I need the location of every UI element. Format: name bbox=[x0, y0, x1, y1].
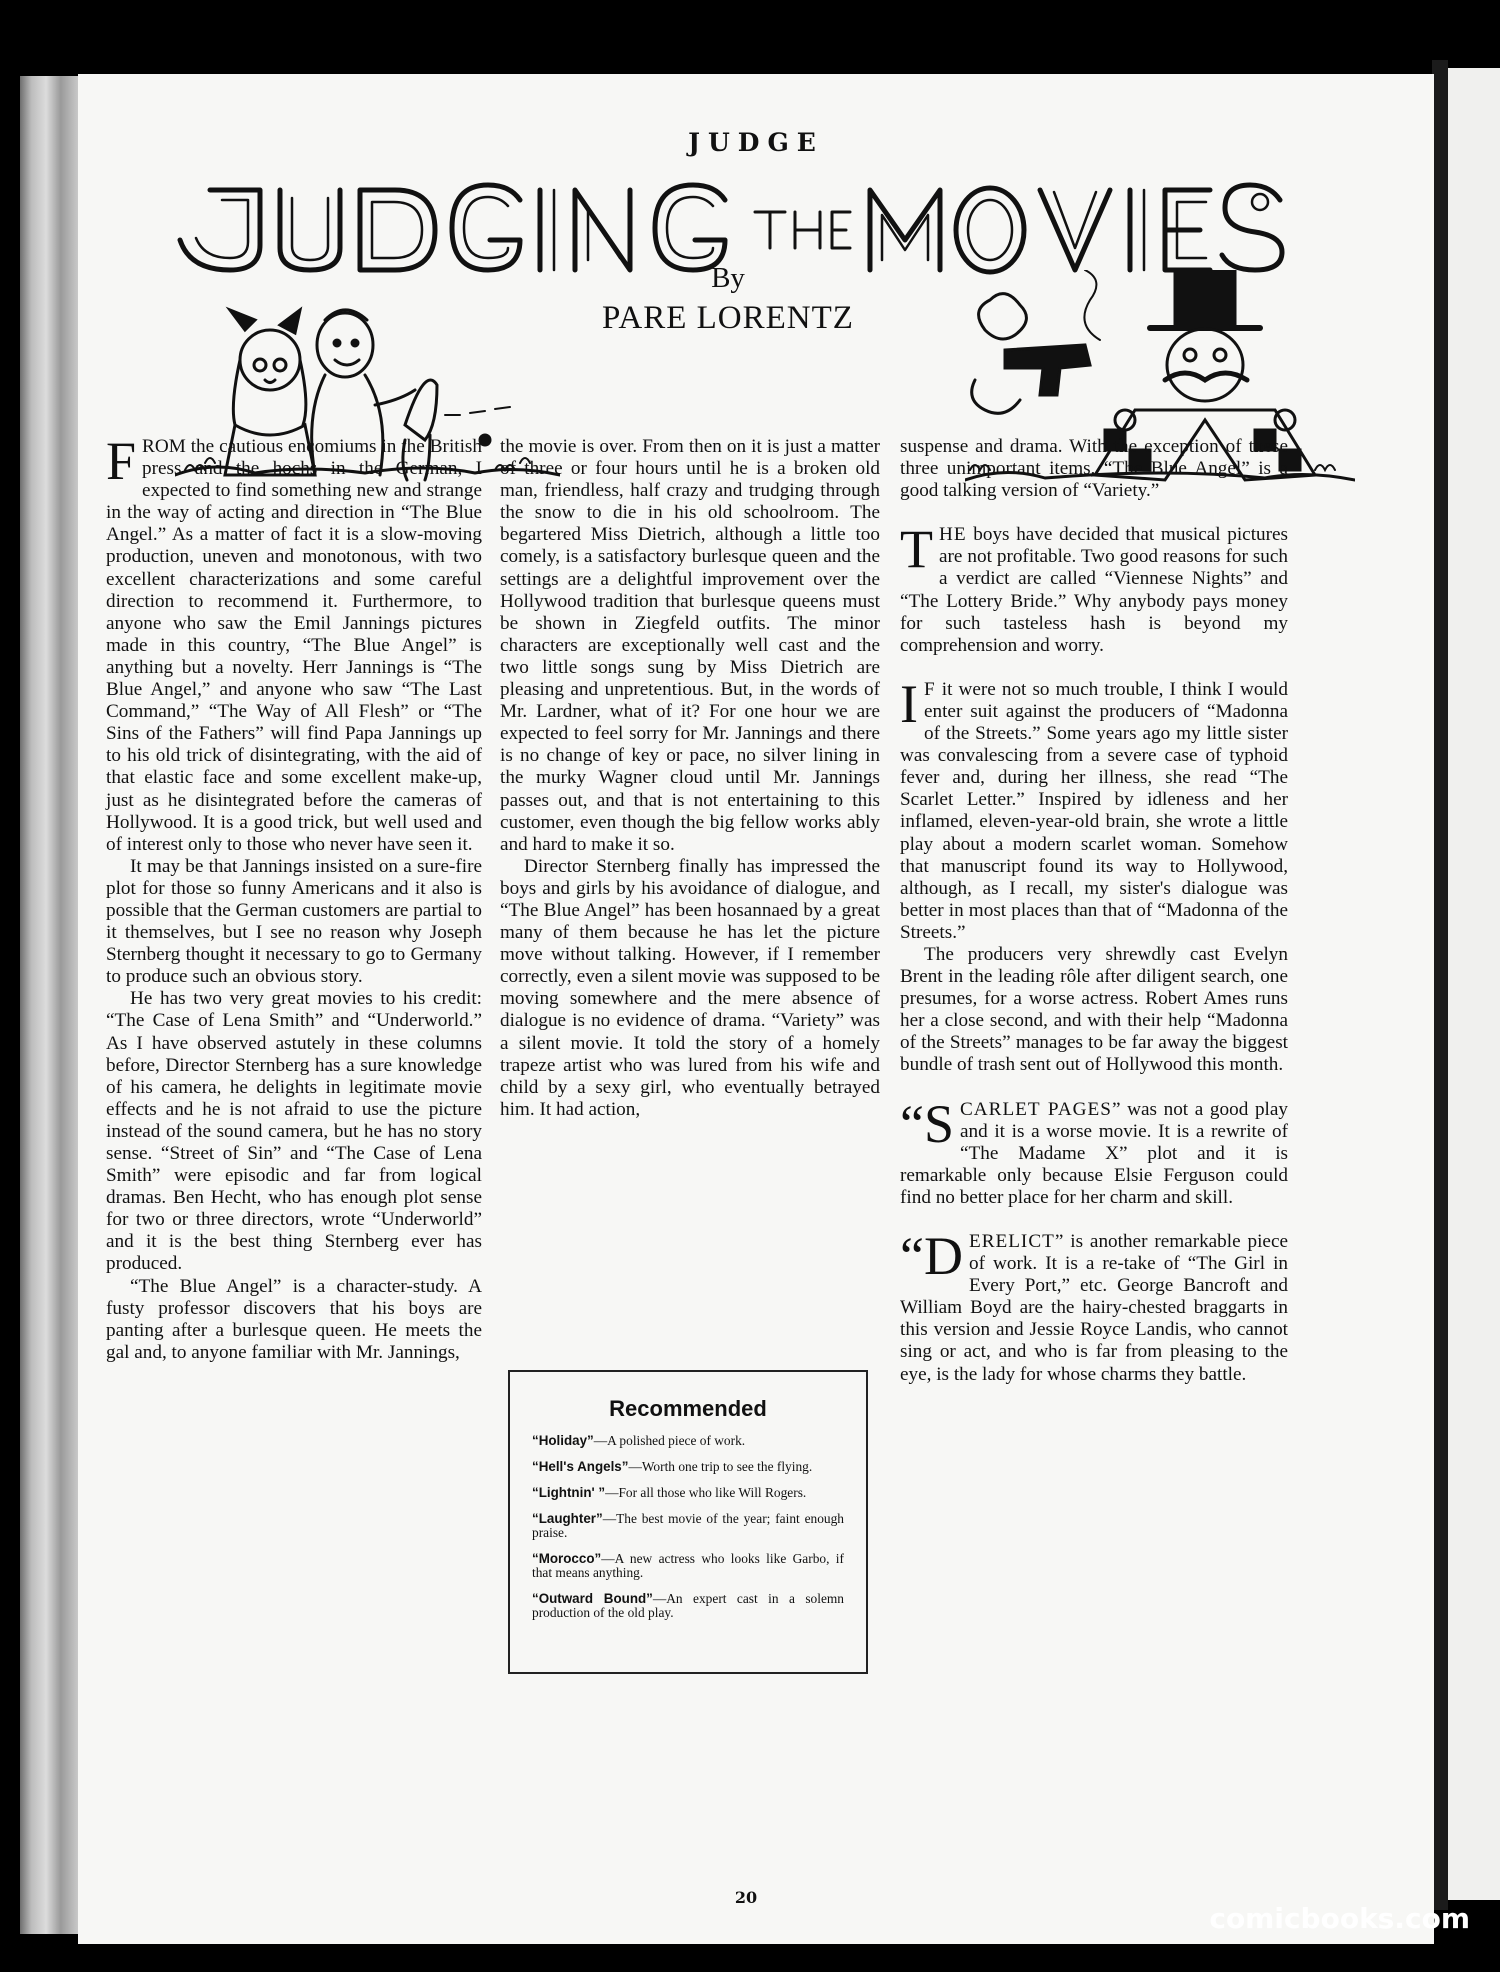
recommended-title: Recommended bbox=[609, 1396, 767, 1421]
paragraph: “The Blue Angel” is a character-study. A fusty professor discovers that his boys are panting after a burlesque queen. He meets the gal and, to anyone familiar with Mr. Jannings, bbox=[106, 1275, 482, 1363]
paragraph: He has two very great movies to his credit: “The Case of Lena Smith” and “Underworld.” As I have observed astutely in these columns before, Director Sternberg has a sure knowledge of his camera, he delights in legitimate movie effects and he is not afraid to use the picture instead of the sound camera, but he has no story sense. “Street of Sin” and “The Case of Lena Smith” were episodic and far from logical dramas. Ben Hecht, who has enough plot sense for two or three directors, wrote “Underworld” and it is the best thing Sternberg ever has produced. bbox=[106, 988, 482, 1275]
drop-cap: F bbox=[106, 431, 137, 491]
recommended-item: “Hell's Angels”—Worth one trip to see the flying. bbox=[532, 1459, 813, 1474]
recommended-item: “Laughter”—The best movie of the year; faint enough praise. bbox=[532, 1511, 844, 1540]
byline-by: By bbox=[711, 262, 745, 294]
paragraph: the movie is over. From then on it is just a matter of three or four hours until he is a broken old man, friendless, half crazy and trudging through the snow to die in his old schoolroom. The begartered Miss Dietrich, although a little too comely, is a satisfactory burlesque queen and the settings are a delightful improvement over the Hollywood tradition that burlesque queens must be shown in Ziegfeld outfits. The minor characters are exceptionally well cast and the two little songs sung by Miss Dietrich are pleasing and unpretentious. But, in the words of Mr. Lardner, what of it? For one hour we are expected to feel sorry for Mr. Jannings and there is no change of key or pace, no silver lining in the murky Wagner cloud until Mr. Jannings passes out, and that is not entertaining to this customer, even though the big fellow works ably and hard to make it so. bbox=[500, 436, 880, 855]
article-column-1 bbox=[106, 431, 482, 1364]
book-binding bbox=[20, 76, 78, 1934]
author-name: PARE LORENTZ bbox=[602, 300, 854, 336]
drop-cap: “D bbox=[900, 1226, 963, 1286]
paragraph: It may be that Jannings insisted on a sure-fire plot for those so funny Americans and it also is possible that the German customers are partial to it themselves, but I see no reason why Joseph Sternberg thought it necessary to go to Germany to produce such an obvious story. bbox=[106, 855, 482, 988]
paragraph: The producers very shrewdly cast Evelyn Brent in the leading rôle after diligent search, one presumes, for a worse actress. Robert Ames runs her a close second, and with their help “Madonna of the Streets” manages to be far away the biggest bundle of trash sent out of Hollywood this month. bbox=[900, 943, 1288, 1076]
recommended-item: “Outward Bound”—An expert cast in a solemn production of the old play. bbox=[532, 1591, 844, 1620]
recommended-item: “Holiday”—A polished piece of work. bbox=[532, 1433, 746, 1448]
watermark: comicbooks.com bbox=[1209, 1902, 1470, 1935]
paragraph: Director Sternberg finally has impressed the boys and girls by his avoidance of dialogue, and “The Blue Angel” has been hosannaed by a great many of them because he has let the picture move without talking. However, if I remember correctly, even a silent movie was supposed to be moving somewhere and the mere absence of dialogue is no evidence of drama. “Variety” was a silent movie. It told the story of a homely trapeze artist who was lured from his wife and child by a sexy girl, who eventually betrayed him. It had action, bbox=[500, 855, 880, 1120]
next-page-edge bbox=[1448, 68, 1500, 1900]
recommended-item: “Lightnin' ”—For all those who like Will Rogers. bbox=[532, 1485, 807, 1500]
drop-cap: I bbox=[900, 673, 918, 734]
page-gutter bbox=[1432, 60, 1448, 1910]
paragraph: “DERELICT” is another remarkable piece of work. It is a re-take of “The Girl in Every Port,” etc. George Bancroft and William Boyd are the hairy-chested braggarts in this version and Jessie Royce Landis, who cannot sing or act, and who is far from pleasing to the eye, is the lady for whose charms they battle. bbox=[900, 1226, 1288, 1385]
paragraph: FROM the cautious encomiums in the British press and the hochs in the German, I expected to find something new and strange in the way of acting and direction in “The Blue Angel.” As a matter of fact it is a slow-moving production, uneven and monotonous, with two excellent characterizations and some careful direction to recommend it. Furthermore, to anyone who saw the Emil Jannings pictures made in this country, “The Blue Angel” is anything but a novelty. Herr Jannings is “The Blue Angel,” and anyone who saw “The Last Command,” “The Way of All Flesh” or “The Sins of the Fathers” will find Papa Jannings up to his old trick of disintegrating, with the aid of that elastic face and some excellent make-up, just as he disintegrated before the cameras of Hollywood. It is a good trick, but well used and of interest only to those who never have seen it. bbox=[106, 431, 482, 855]
article-column-3 bbox=[900, 436, 1288, 1386]
paragraph: THE boys have decided that musical pictures are not profitable. Two good reasons for such a verdict are called “Viennese Nights” and “The Lottery Bride.” Why anybody pays money for such tasteless hash is beyond my comprehension and worry. bbox=[900, 519, 1288, 656]
paragraph: suspense and drama. With the exception of these three unimportant items, “The Blue Angel” is a good talking version of “Variety.” bbox=[900, 436, 1288, 502]
recommended-box bbox=[508, 1370, 868, 1674]
paragraph: I F it were not so much trouble, I think I would enter suit against the producers of “Madonna of the Streets.” Some years ago my little sister was convalescing from a severe case of typhoid fever and, during her illness, she read “The Scarlet Letter.” Inspired by idleness and her inflamed, eleven-year-old brain, she wrote a little play about a modern scarlet woman. Somehow that manuscript found its way to Hollywood, although, as I recall, my sister's dialogue was better in most places than that of “Madonna of the Streets.” bbox=[900, 673, 1288, 943]
article-column-2 bbox=[500, 436, 880, 1121]
drop-cap: T bbox=[900, 519, 933, 580]
recommended-item: “Morocco”—A new actress who looks like Garbo, if that means anything. bbox=[532, 1551, 844, 1580]
magazine-name: JUDGE bbox=[688, 128, 824, 157]
drop-cap: “S bbox=[900, 1093, 954, 1154]
page-number: 20 bbox=[734, 1888, 758, 1907]
paragraph: “SCARLET PAGES” was not a good play and it is a worse movie. It is a rewrite of “The Madame X” plot and it is remarkable only because Elsie Ferguson could find no better place for her charm and skill. bbox=[900, 1093, 1288, 1208]
